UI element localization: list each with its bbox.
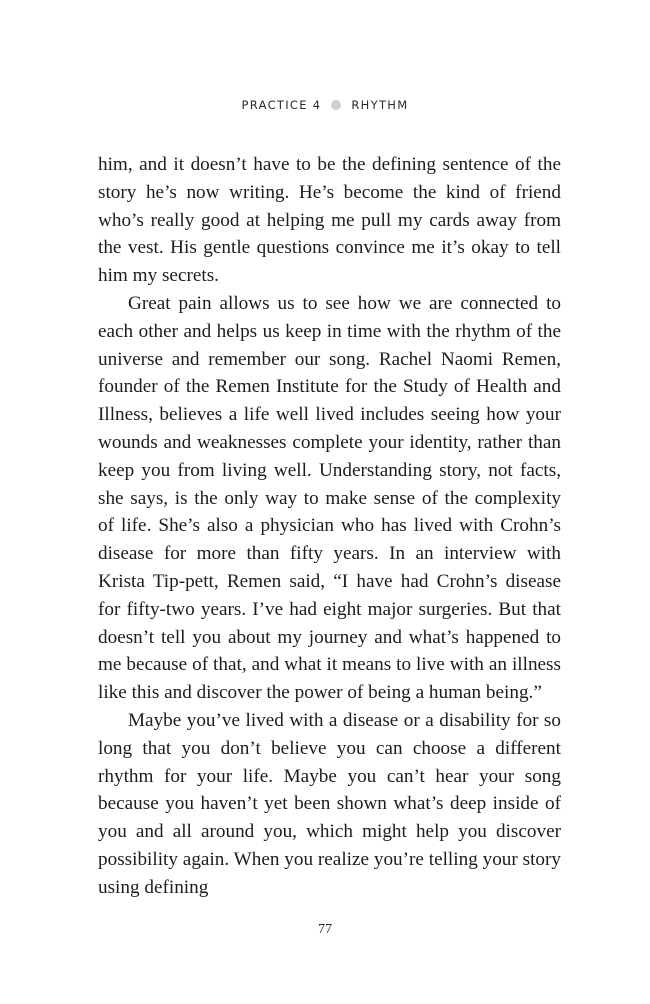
page-number: 77 [318,922,332,937]
running-head [0,97,650,113]
paragraph: Great pain allows us to see how we are connected to each other and helps us keep in time with the rhythm of the universe and remember our song. Rachel Naomi Remen, founder of the Remen Institute for the Study of Health and Illness, believes a life well lived includes seeing how your wounds and weaknesses complete your identity, rather than keep you from living well. Understanding story, not facts, she says, is the only way to make sense of the complexity of life. She’s also a physician who has lived with Crohn’s disease for more than fifty years. In an interview with Krista Tip-pett, Remen said, “I have had Crohn’s disease for fifty-two years. I’ve had eight major surgeries. But that doesn’t tell you about my journey and what’s happened to me because of that, and what it means to live with an illness like this and discover the power of being a human being.” [98,292,561,704]
running-head-section: PRACTICE 4 [241,98,322,112]
body-text [98,151,561,902]
running-head-title: RHYTHM [351,98,409,112]
paragraph-continued: him, and it doesn’t have to be the defining sentence of the story he’s now writing. He’s become the kind of friend who’s really good at helping me pull my cards away from the vest. His gentle questions convince me it’s okay to tell him my secrets. [98,154,561,287]
paragraph: Maybe you’ve lived with a disease or a disability for so long that you don’t believe you can choose a different rhythm for your life. Maybe you can’t hear your song because you haven’t yet been shown what’s deep inside of you and all around you, which might help you discover possibility again. When you realize you’re telling your story using defining [98,709,561,898]
separator-dot-icon [331,100,341,110]
